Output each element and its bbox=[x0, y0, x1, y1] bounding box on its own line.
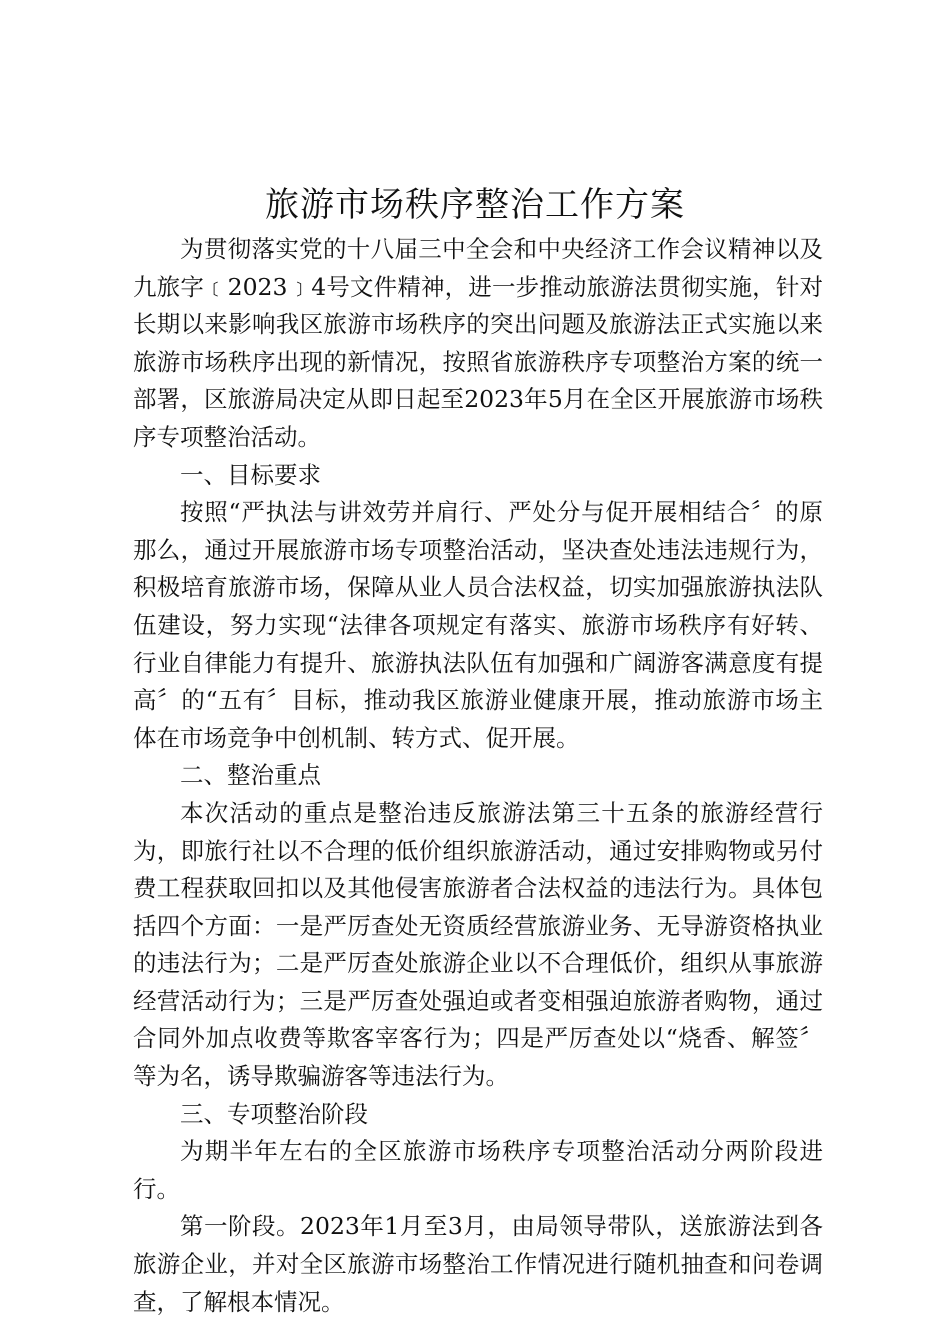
stage-one-paragraph: 第一阶段。2023年1月至3月，由局领导带队，送旅游法到各旅游企业，并对全区旅游市场整治工作情况进行随机抽查和问卷调查，了解根本情况。 bbox=[133, 1212, 823, 1316]
stages-paragraph: 为期半年左右的全区旅游市场秩序专项整治活动分两阶段进行。 bbox=[133, 1137, 823, 1203]
section-heading-stages: 三、专项整治阶段 bbox=[180, 1099, 368, 1128]
document-title: 旅游市场秩序整治工作方案 bbox=[265, 185, 685, 225]
document-body bbox=[133, 231, 823, 1321]
focus-paragraph: 本次活动的重点是整治违反旅游法第三十五条的旅游经营行为，即旅行社以不合理的低价组织旅游活动，通过安排购物或另付费工程获取回扣以及其他侵害旅游者合法权益的违法行为。具体包括四个方面：一是严厉查处无资质经营旅游业务、无导游资格执业的违法行为；二是严厉查处旅游企业以不合理低价，组织从事旅游经营活动行为；三是严厉查处强迫或者变相强迫旅游者购物，通过合同外加点收费等欺客宰客行为；四是严厉查处以“烧香、解签〞等为名，诱导欺骗游客等违法行为。 bbox=[133, 798, 823, 1091]
goals-paragraph: 按照“严执法与讲效劳并肩行、严处分与促开展相结合〞的原那么，通过开展旅游市场专项整治活动，坚决查处违法违规行为，积极培育旅游市场，保障从业人员合法权益，切实加强旅游执法队伍建设，努力实现“法律各项规定有落实、旅游市场秩序有好转、行业自律能力有提升、旅游执法队伍有加强和广阔游客满意度有提高〞的“五有〞目标，推动我区旅游业健康开展，推动旅游市场主体在市场竞争中创机制、转方式、促开展。 bbox=[133, 498, 823, 752]
section-heading-goals: 一、目标要求 bbox=[180, 460, 321, 489]
section-heading-focus: 二、整治重点 bbox=[180, 761, 321, 790]
intro-paragraph: 为贯彻落实党的十八届三中全会和中央经济工作会议精神以及九旅字﹝2023﹞4号文件精神，进一步推动旅游法贯彻实施，针对长期以来影响我区旅游市场秩序的突出问题及旅游法正式实施以来旅游市场秩序出现的新情况，按照省旅游秩序专项整治方案的统一部署，区旅游局决定从即日起至2023年5月在全区开展旅游市场秩序专项整治活动。 bbox=[133, 235, 823, 451]
